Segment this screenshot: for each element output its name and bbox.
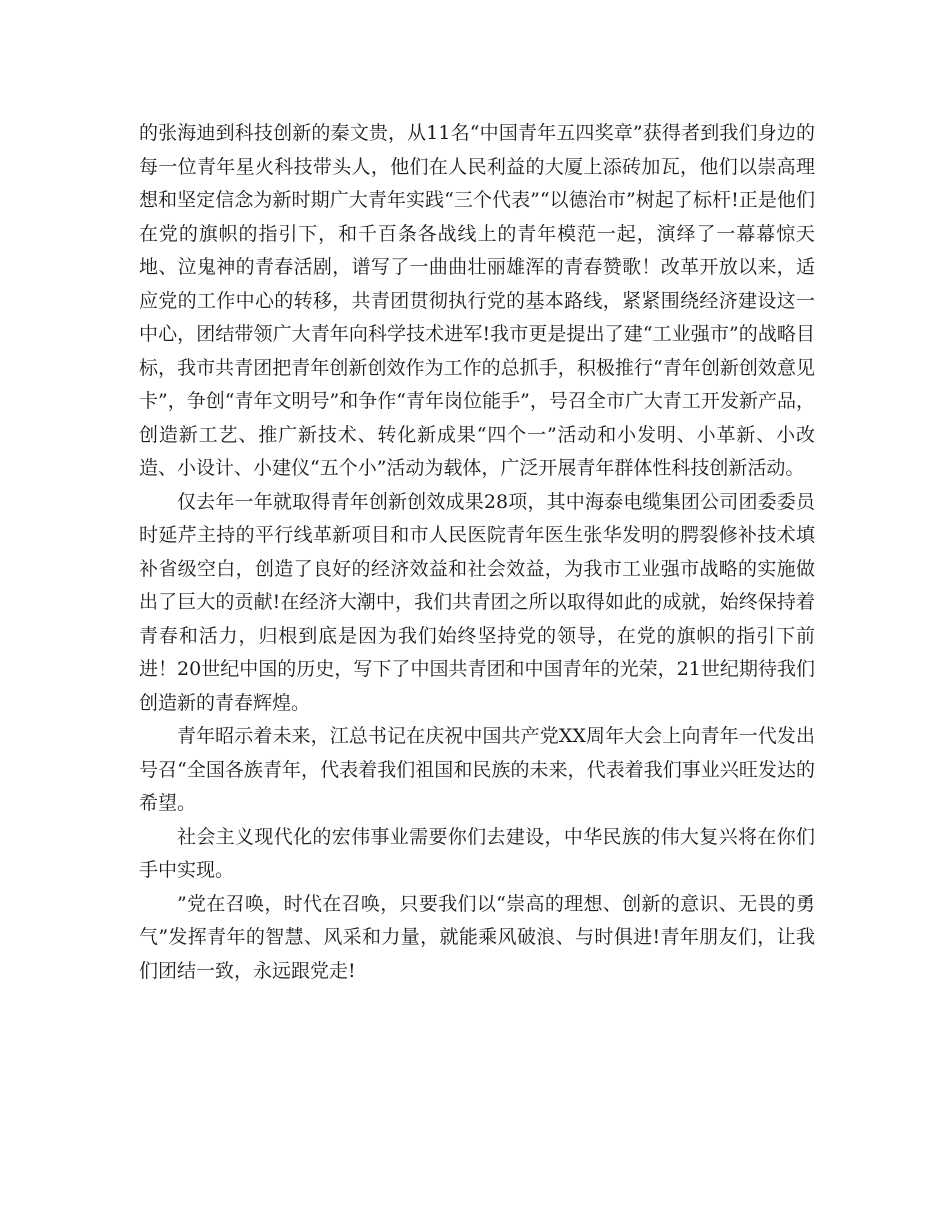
paragraph-1: 的张海迪到科技创新的秦文贵，从11名“中国青年五四奖章”获得者到我们身边的每一位青年星火科技带头人，他们在人民利益的大厦上添砖加瓦，他们以崇高理想和坚定信念为新时期广大青年实践“三个代表”“以德治市”树起了标杆!正是他们在党的旗帜的指引下，和千百条各战线上的青年模范一起，演绎了一幕幕惊天地、泣鬼神的青春活剧，谱写了一曲曲壮丽雄浑的青春赞歌！改革开放以来，适应党的工作中心的转移，共青团贯彻执行党的基本路线，紧紧围绕经济建设这一中心，团结带领广大青年向科学技术进军!我市更是提出了建“工业强市”的战略目标，我市共青团把青年创新创效作为工作的总抓手，积极推行“青年创新创效意见卡”，争创“青年文明号”和争作“青年岗位能手”，号召全市广大青工开发新产品，创造新工艺、推广新技术、转化新成果“四个一”活动和小发明、小革新、小改造、小设计、小建仪“五个小”活动为载体，广泛开展青年群体性科技创新活动。 [139,122,815,479]
paragraph-5: ”党在召唤，时代在召唤，只要我们以“崇高的理想、创新的意识、无畏的勇气”发挥青年的智慧、风采和力量，就能乘风破浪、与时俱进!青年朋友们，让我们团结一致，永远跟党走! [139,892,815,982]
document-body [139,117,815,988]
paragraph-3: 青年昭示着未来，江总书记在庆祝中国共产党XX周年大会上向青年一代发出号召“全国各族青年，代表着我们祖国和民族的未来，代表着我们事业兴旺发达的希望。 [139,725,815,814]
paragraph-2: 仅去年一年就取得青年创新创效成果28项，其中海泰电缆集团公司团委委员时延芹主持的平行线革新项目和市人民医院青年医生张华发明的腭裂修补技术填补省级空白，创造了良好的经济效益和社会效益，为我市工业强市战略的实施做出了巨大的贡献!在经济大潮中，我们共青团之所以取得如此的成就，始终保持着青春和活力，归根到底是因为我们始终坚持党的领导，在党的旗帜的指引下前进！20世纪中国的历史，写下了中国共青团和中国青年的光荣，21世纪期待我们创造新的青春辉煌。 [139,490,815,714]
paragraph-4: 社会主义现代化的宏伟事业需要你们去建设，中华民族的伟大复兴将在你们手中实现。 [139,825,815,881]
